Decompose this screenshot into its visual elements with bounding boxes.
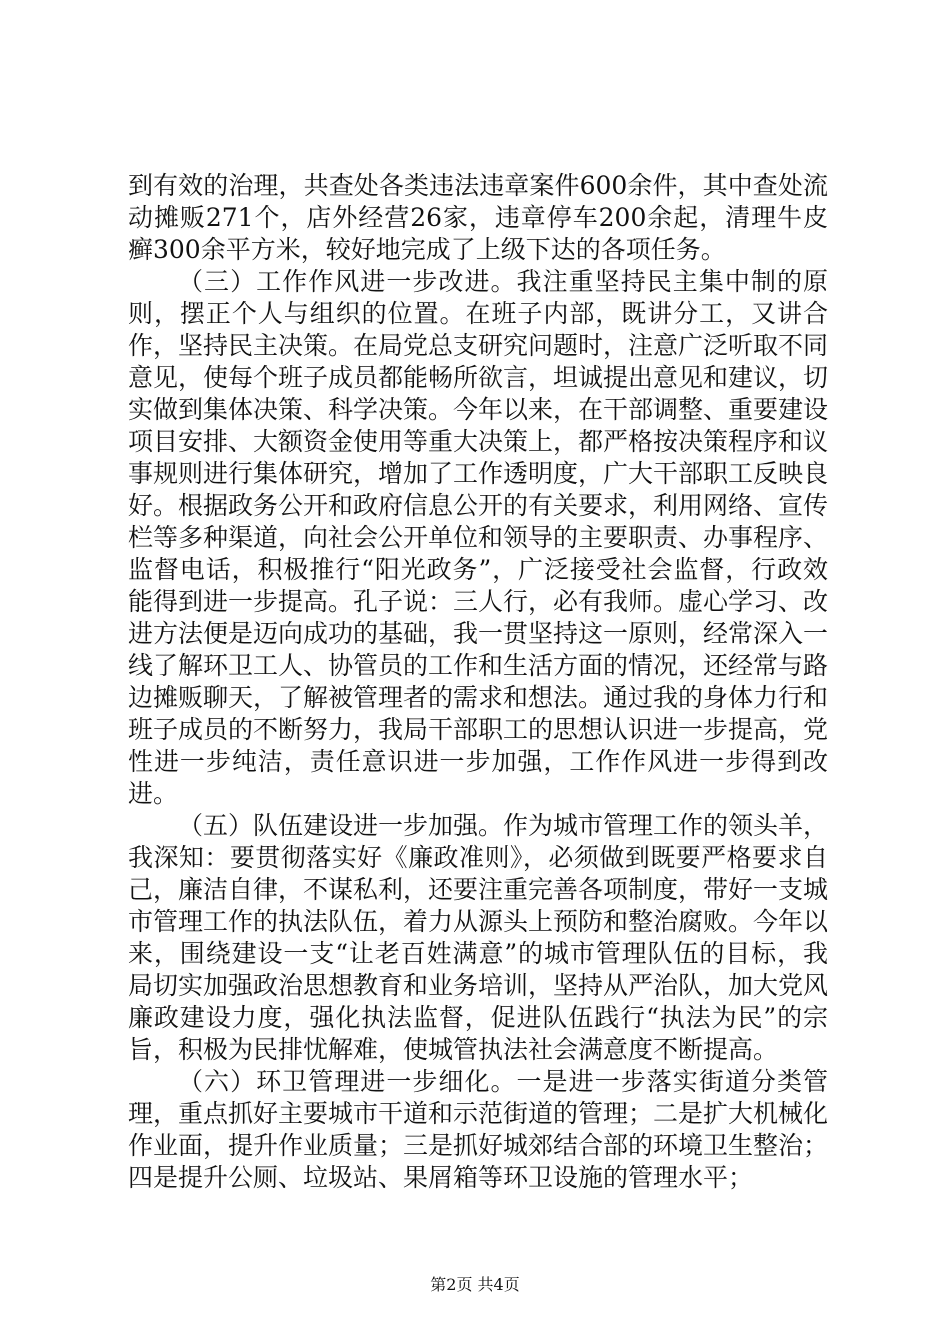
- page-footer: 第2页 共4页: [430, 1275, 520, 1294]
- paragraph-team-building: （五）队伍建设进一步加强。作为城市管理工作的领头羊，我深知：要贯彻落实好《廉政准则》，必须做到既要严格要求自己，廉洁自律，不谋私利，还要注重完善各项制度，带好一支城市管理工作的执法队伍，着力从源头上预防和整治腐败。今年以来，围绕建设一支“让老百姓满意”的城市管理队伍的目标，我局切实加强政治思想教育和业务培训，坚持从严治队，加大党风廉政建设力度，强化执法监督，促进队伍践行“执法为民”的宗旨，积极为民排忧解难，使城管执法社会满意度不断提高。: [128, 811, 829, 1064]
- paragraph-work-style: （三）工作作风进一步改进。我注重坚持民主集中制的原则，摆正个人与组织的位置。在班子内部，既讲分工，又讲合作，坚持民主决策。在局党总支研究问题时，注意广泛听取不同意见，使每个班子成员都能畅所欲言，坦诚提出意见和建议，切实做到集体决策、科学决策。今年以来，在干部调整、重要建设项目安排、大额资金使用等重大决策上，都严格按决策程序和议事规则进行集体研究，增加了工作透明度，广大干部职工反映良好。根据政务公开和政府信息公开的有关要求，利用网络、宣传栏等多种渠道，向社会公开单位和领导的主要职责、办事程序、监督电话，积极推行“阳光政务”，广泛接受社会监督，行政效能得到进一步提高。孔子说：三人行，必有我师。虚心学习、改进方法便是迈向成功的基础，我一贯坚持这一原则，经常深入一线了解环卫工人、协管员的工作和生活方面的情况，还经常与路边摊贩聊天，了解被管理者的需求和想法。通过我的身体力行和班子成员的不断努力，我局干部职工的思想认识进一步提高，党性进一步纯洁，责任意识进一步加强，工作作风进一步得到改进。: [128, 267, 829, 808]
- paragraph-sanitation: （六）环卫管理进一步细化。一是进一步落实街道分类管理，重点抓好主要城市干道和示范街道的管理；二是扩大机械化作业面，提升作业质量；三是抓好城郊结合部的环境卫生整治；四是提升公厕、垃圾站、果屑箱等环卫设施的管理水平；: [128, 1067, 829, 1192]
- document-body: [128, 170, 828, 1194]
- paragraph-continuation: 到有效的治理，共查处各类违法违章案件600余件，其中查处流动摊贩271个，店外经营26家，违章停车200余起，清理牛皮癣300余平方米，较好地完成了上级下达的各项任务。: [128, 171, 828, 264]
